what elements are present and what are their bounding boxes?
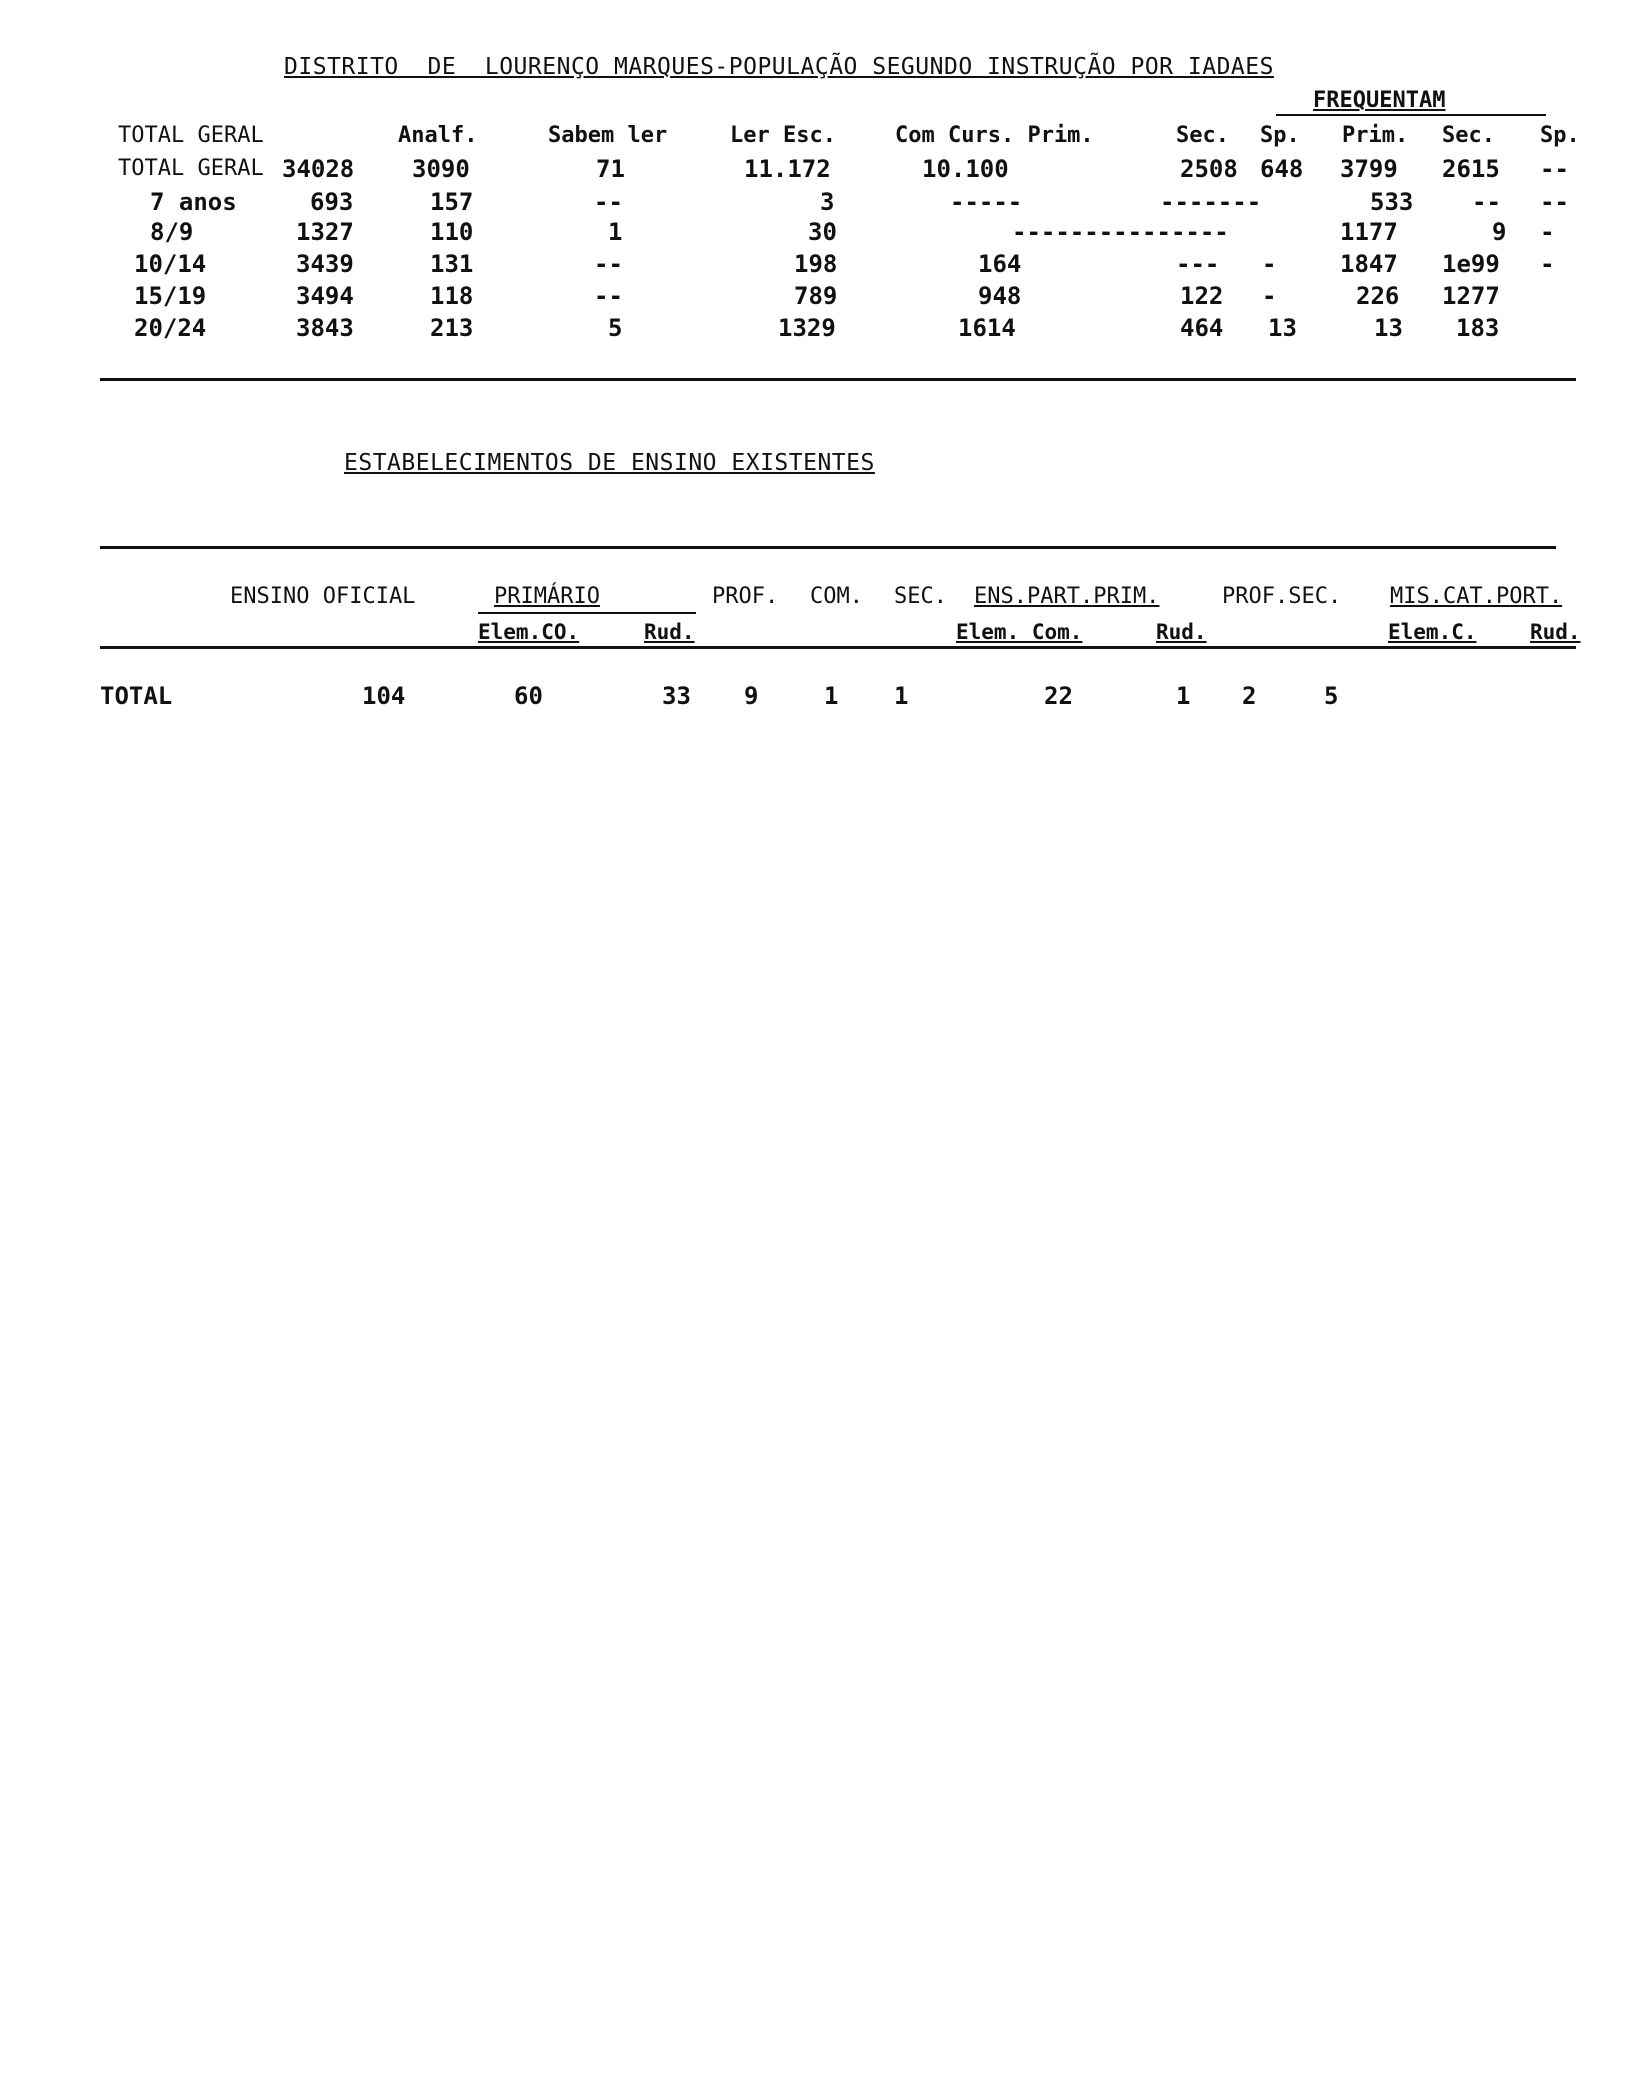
t2-header-sec: SEC.	[894, 584, 947, 609]
t1-header-sabem-ler: Sabem ler	[548, 123, 668, 148]
cell-ler-esc: 30	[808, 218, 837, 246]
t2-total-ensino-oficial: 104	[362, 682, 406, 710]
t2-header-primario: PRIMÁRIO	[494, 584, 600, 609]
row-label: TOTAL GERAL	[118, 156, 264, 181]
cell-sabem-ler: 71	[596, 155, 625, 183]
t2-total-rud: 33	[662, 682, 691, 710]
t2-total-sec: 1	[894, 682, 909, 710]
t2-sub-elem-co: Elem.CO.	[478, 620, 580, 644]
cell-sec: 2508	[1180, 155, 1238, 183]
primario-rule	[478, 612, 696, 614]
cell-analf: 131	[430, 250, 474, 278]
t1-header-total-geral: TOTAL GERAL	[118, 123, 264, 148]
cell-sabem-ler: --	[594, 188, 623, 216]
row-total: 693	[310, 188, 354, 216]
cell-freq-prim: 13	[1374, 314, 1403, 342]
cell-freq-sp: --	[1540, 155, 1569, 183]
frequentam-label: FREQUENTAM	[1313, 88, 1446, 113]
t2-total-com: 1	[824, 682, 839, 710]
cell-sabem-ler: --	[594, 250, 623, 278]
cell-freq-prim: 226	[1356, 282, 1400, 310]
cell-analf: 157	[430, 188, 474, 216]
t2-total-prof-sec-a: 2	[1242, 682, 1257, 710]
cell-sabem-ler: 5	[608, 314, 623, 342]
cell-com-curs-prim: 10.100	[922, 155, 1009, 183]
t2-header-ensino-oficial: ENSINO OFICIAL	[230, 584, 416, 609]
t1-header-freq-prim: Prim.	[1342, 123, 1409, 148]
t2-header-prof: PROF.	[712, 584, 779, 609]
cell-ler-esc: 789	[794, 282, 838, 310]
cell-com-curs-prim: 164	[978, 250, 1022, 278]
row-label: 7 anos	[150, 188, 237, 216]
cell-ler-esc: 11.172	[744, 155, 831, 183]
t1-header-analf: Analf.	[398, 123, 478, 148]
cell-ler-esc: 1329	[778, 314, 836, 342]
t2-sub-rud-1: Rud.	[644, 620, 695, 644]
cell-freq-prim: 1847	[1340, 250, 1398, 278]
row-label: 10/14	[134, 250, 207, 278]
t2-total-prof: 9	[744, 682, 759, 710]
t2-sub-elem-c: Elem.C.	[1388, 620, 1477, 644]
t1-header-ler-esc: Ler Esc.	[730, 123, 836, 148]
cell-com-curs-prim: 1614	[958, 314, 1016, 342]
cell-sp: -	[1262, 250, 1277, 278]
cell-freq-sec: 183	[1456, 314, 1500, 342]
t2-header-ens-part-prim: ENS.PART.PRIM.	[974, 584, 1160, 609]
cell-ler-esc: 198	[794, 250, 838, 278]
row-label: 15/19	[134, 282, 207, 310]
cell-sec: 122	[1180, 282, 1224, 310]
cell-freq-prim: 533	[1370, 188, 1414, 216]
t2-total-ens-part-rud: 1	[1176, 682, 1191, 710]
t1-header-freq-sp: Sp.	[1540, 123, 1580, 148]
t1-header-com-curs-prim: Com Curs. Prim.	[895, 123, 1094, 148]
cell-analf: 3090	[412, 155, 470, 183]
cell-com-curs-prim: 948	[978, 282, 1022, 310]
t2-header-prof-sec: PROF.SEC.	[1222, 584, 1342, 609]
cell-freq-sp: -	[1540, 250, 1555, 278]
t1-header-sec: Sec.	[1176, 123, 1229, 148]
cell-sp: -	[1262, 282, 1277, 310]
frequentam-rule	[1276, 114, 1546, 116]
row-total: 34028	[282, 155, 355, 183]
table2-top-rule	[100, 546, 1556, 549]
table2-title: ESTABELECIMENTOS DE ENSINO EXISTENTES	[344, 450, 875, 476]
t2-total-label: TOTAL	[100, 682, 173, 710]
t1-header-freq-sec: Sec.	[1442, 123, 1495, 148]
cell-freq-sp: -	[1540, 218, 1555, 246]
cell-ler-esc: 3	[820, 188, 835, 216]
cell-freq-sec: 2615	[1442, 155, 1500, 183]
t2-header-mis-cat-port: MIS.CAT.PORT.	[1390, 584, 1563, 609]
cell-sp: 13	[1268, 314, 1297, 342]
cell-sp: 648	[1260, 155, 1304, 183]
row-label: 8/9	[150, 218, 194, 246]
t2-total-elem-co: 60	[514, 682, 543, 710]
cell-freq-sec: 9	[1492, 218, 1507, 246]
row-total: 1327	[296, 218, 354, 246]
cell-freq-sp: --	[1540, 188, 1569, 216]
row-total: 3439	[296, 250, 354, 278]
table2-header-rule	[100, 646, 1576, 649]
cell-freq-sec: --	[1472, 188, 1501, 216]
t2-sub-rud-2: Rud.	[1156, 620, 1207, 644]
t2-sub-elem-com: Elem. Com.	[956, 620, 1083, 644]
t2-sub-rud-3: Rud.	[1530, 620, 1581, 644]
cell-analf: 110	[430, 218, 474, 246]
t2-header-com: COM.	[810, 584, 863, 609]
cell-com-curs-prim: ---------------	[1012, 218, 1229, 246]
cell-analf: 213	[430, 314, 474, 342]
t2-total-prof-sec-b: 5	[1324, 682, 1339, 710]
cell-freq-sec: 1277	[1442, 282, 1500, 310]
t2-total-ens-part-com: 22	[1044, 682, 1073, 710]
table1-title: DISTRITO DE LOURENÇO MARQUES-POPULAÇÃO SEGUNDO INSTRUÇÃO POR IADAES	[284, 54, 1274, 80]
row-total: 3494	[296, 282, 354, 310]
cell-sec: 464	[1180, 314, 1224, 342]
cell-sec: -------	[1160, 188, 1262, 216]
table1-bottom-rule	[100, 378, 1576, 381]
cell-freq-prim: 1177	[1340, 218, 1398, 246]
t1-header-sp: Sp.	[1260, 123, 1300, 148]
row-total: 3843	[296, 314, 354, 342]
cell-freq-prim: 3799	[1340, 155, 1398, 183]
cell-com-curs-prim: -----	[950, 188, 1023, 216]
row-label: 20/24	[134, 314, 207, 342]
cell-sabem-ler: 1	[608, 218, 623, 246]
cell-sabem-ler: --	[594, 282, 623, 310]
cell-analf: 118	[430, 282, 474, 310]
cell-sec: ---	[1176, 250, 1220, 278]
cell-freq-sec: 1e99	[1442, 250, 1500, 278]
